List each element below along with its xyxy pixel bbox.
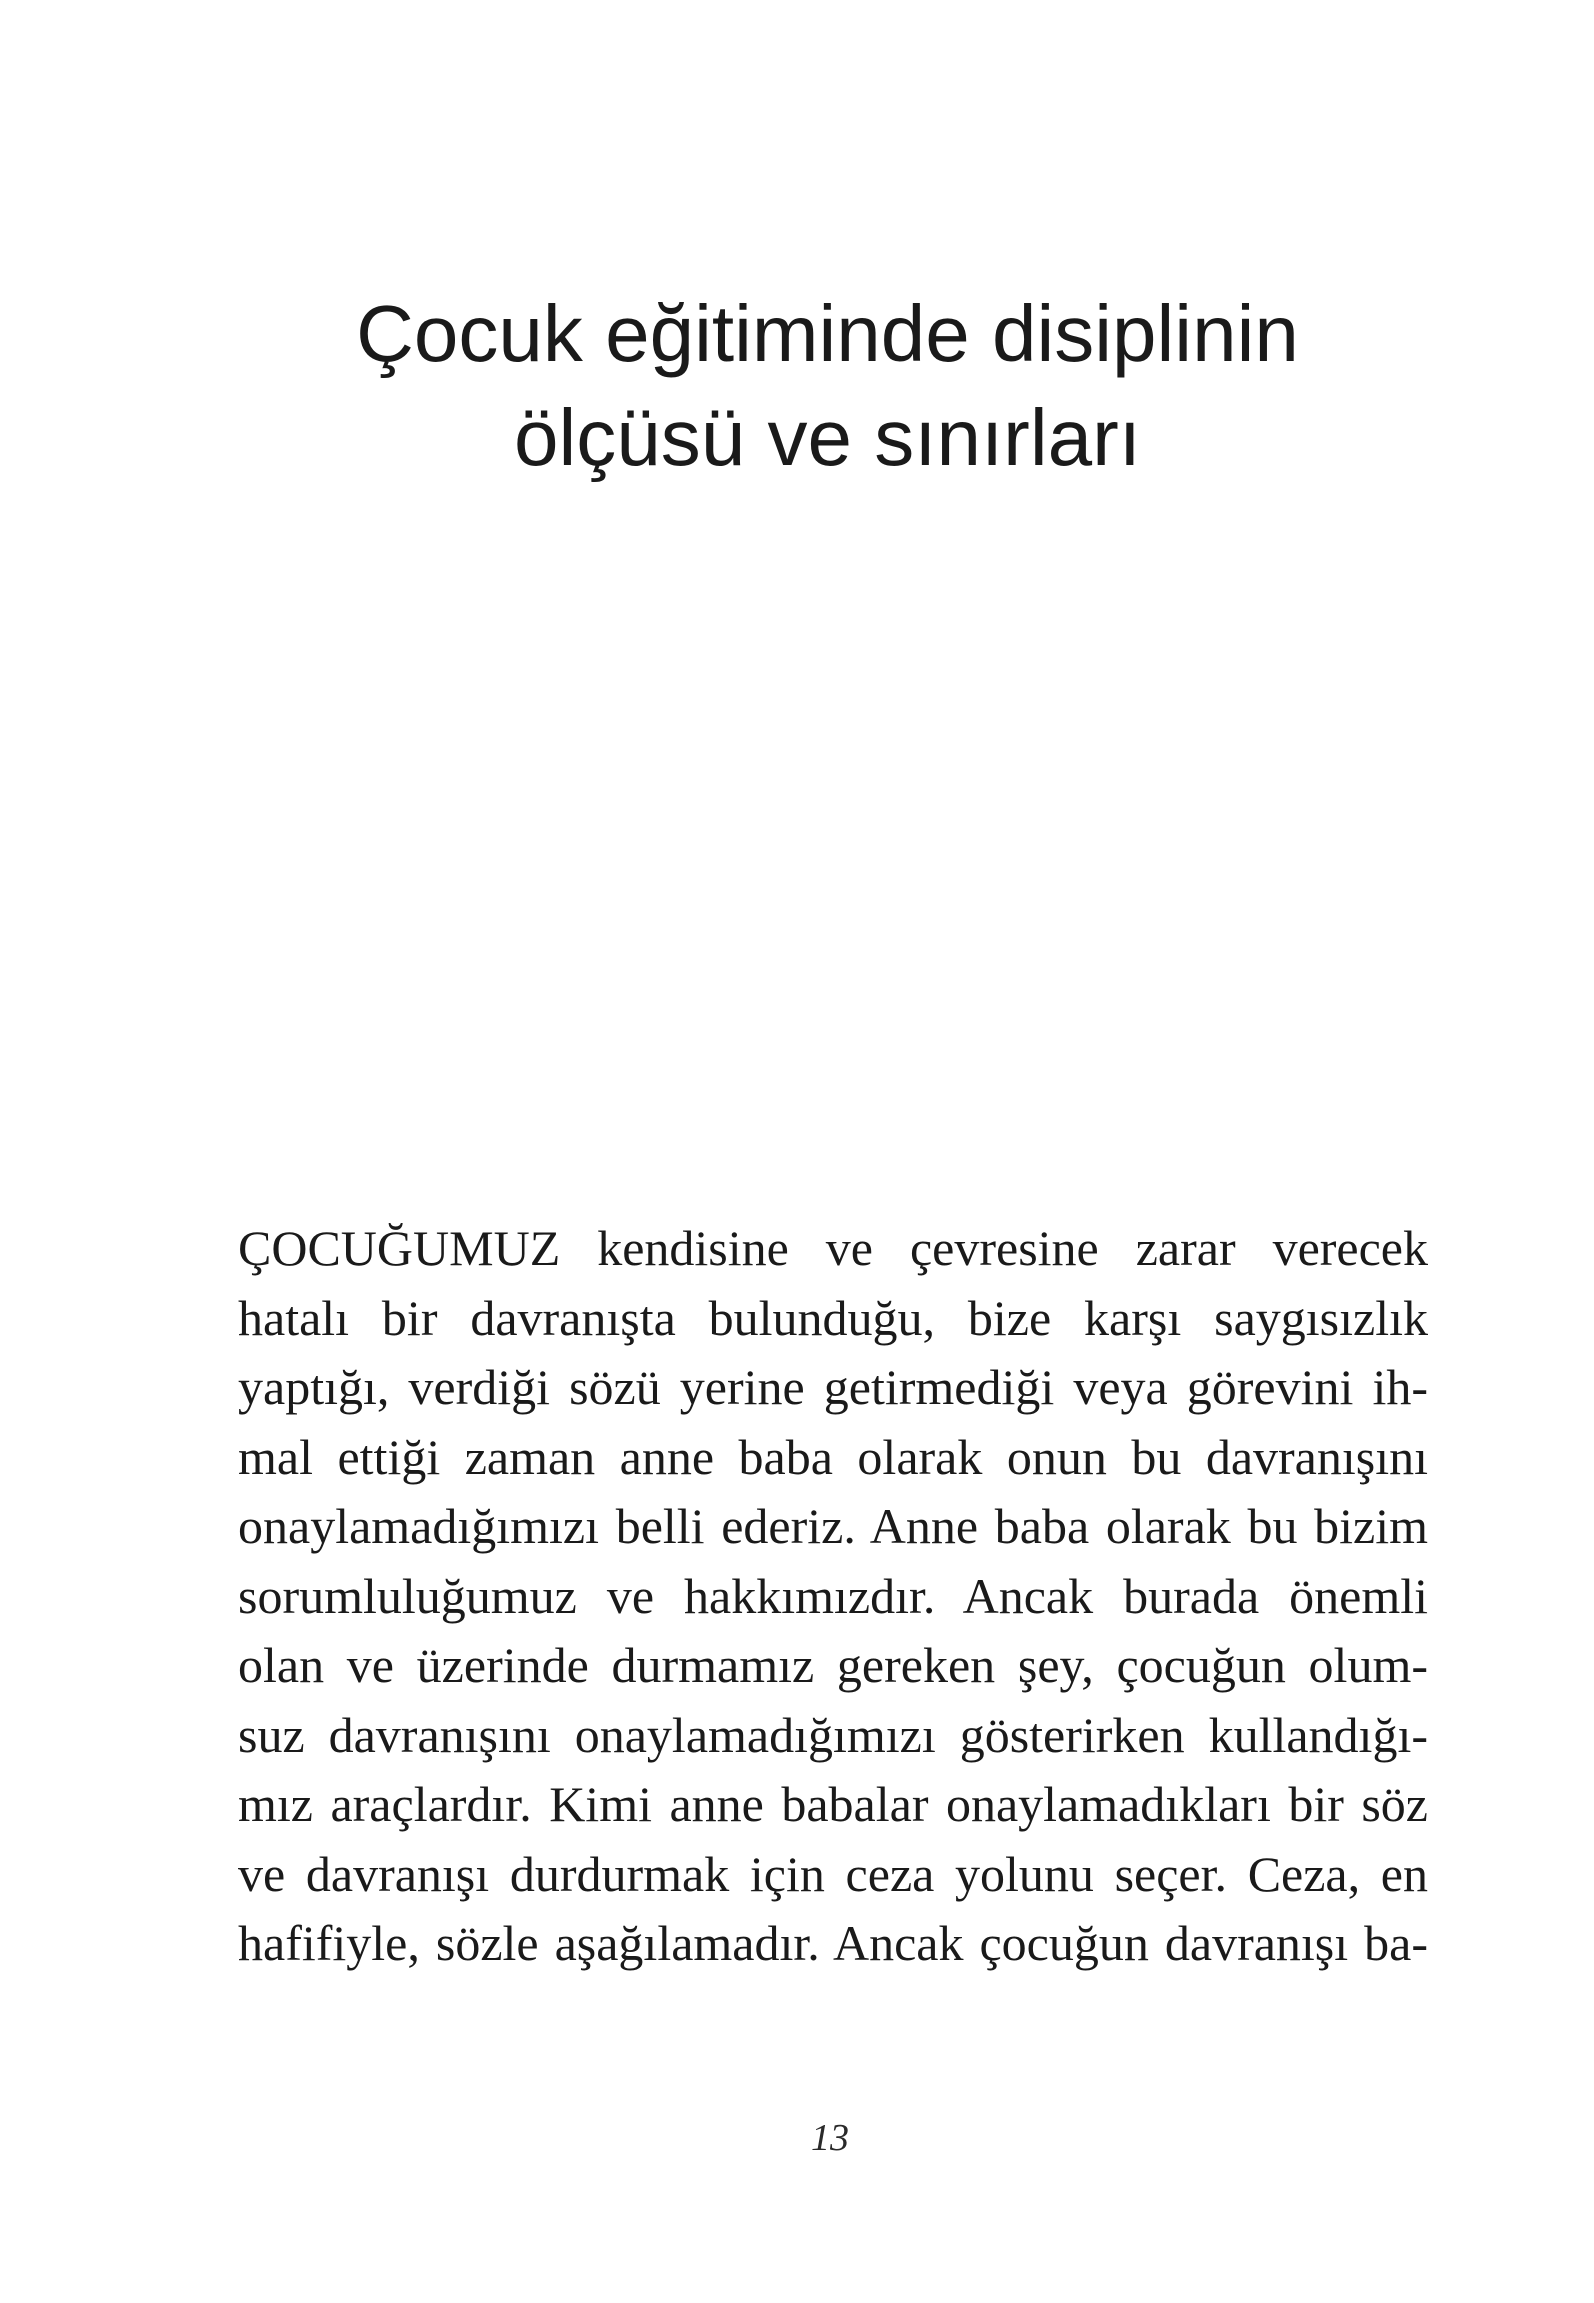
paragraph-line: hafifiyle, sözle aşağılamadır. Ancak çocuğun davranışı ba- — [238, 1915, 1428, 1971]
paragraph-line: mal ettiği zaman anne baba olarak onun bu davranışını — [238, 1428, 1428, 1485]
paragraph-line: olan ve üzerinde durmamız gereken şey, çocuğun olum- — [238, 1637, 1428, 1693]
paragraph-line: ve davranışı durdurmak için ceza yolunu seçer. Ceza, en — [238, 1845, 1428, 1902]
paragraph-line: hatalı bir davranışta bulunduğu, bize karşı saygısızlık — [238, 1289, 1428, 1346]
paragraph-line: mız araçlardır. Kimi anne babalar onaylamadıkları bir söz — [238, 1776, 1428, 1832]
chapter-title — [200, 282, 1455, 490]
paragraph-line: ÇOCUĞUMUZ kendisine ve çevresine zarar verecek — [238, 1220, 1428, 1276]
body-paragraph — [238, 1214, 1428, 1979]
paragraph-line: sorumluluğumuz ve hakkımızdır. Ancak burada önemli — [238, 1567, 1428, 1624]
paragraph-line: onaylamadığımızı belli ederiz. Anne baba olarak bu bizim — [238, 1498, 1428, 1554]
chapter-title-line: Çocuk eğitiminde disiplinin — [356, 289, 1299, 378]
chapter-title-line: ölçüsü ve sınırları — [514, 393, 1141, 482]
page-number: 13 — [811, 2117, 849, 2159]
paragraph-line: suz davranışını onaylamadığımızı gösterirken kullandığı- — [238, 1706, 1428, 1763]
paragraph-line: yaptığı, verdiği sözü yerine getirmediği veya görevini ih- — [238, 1359, 1428, 1415]
